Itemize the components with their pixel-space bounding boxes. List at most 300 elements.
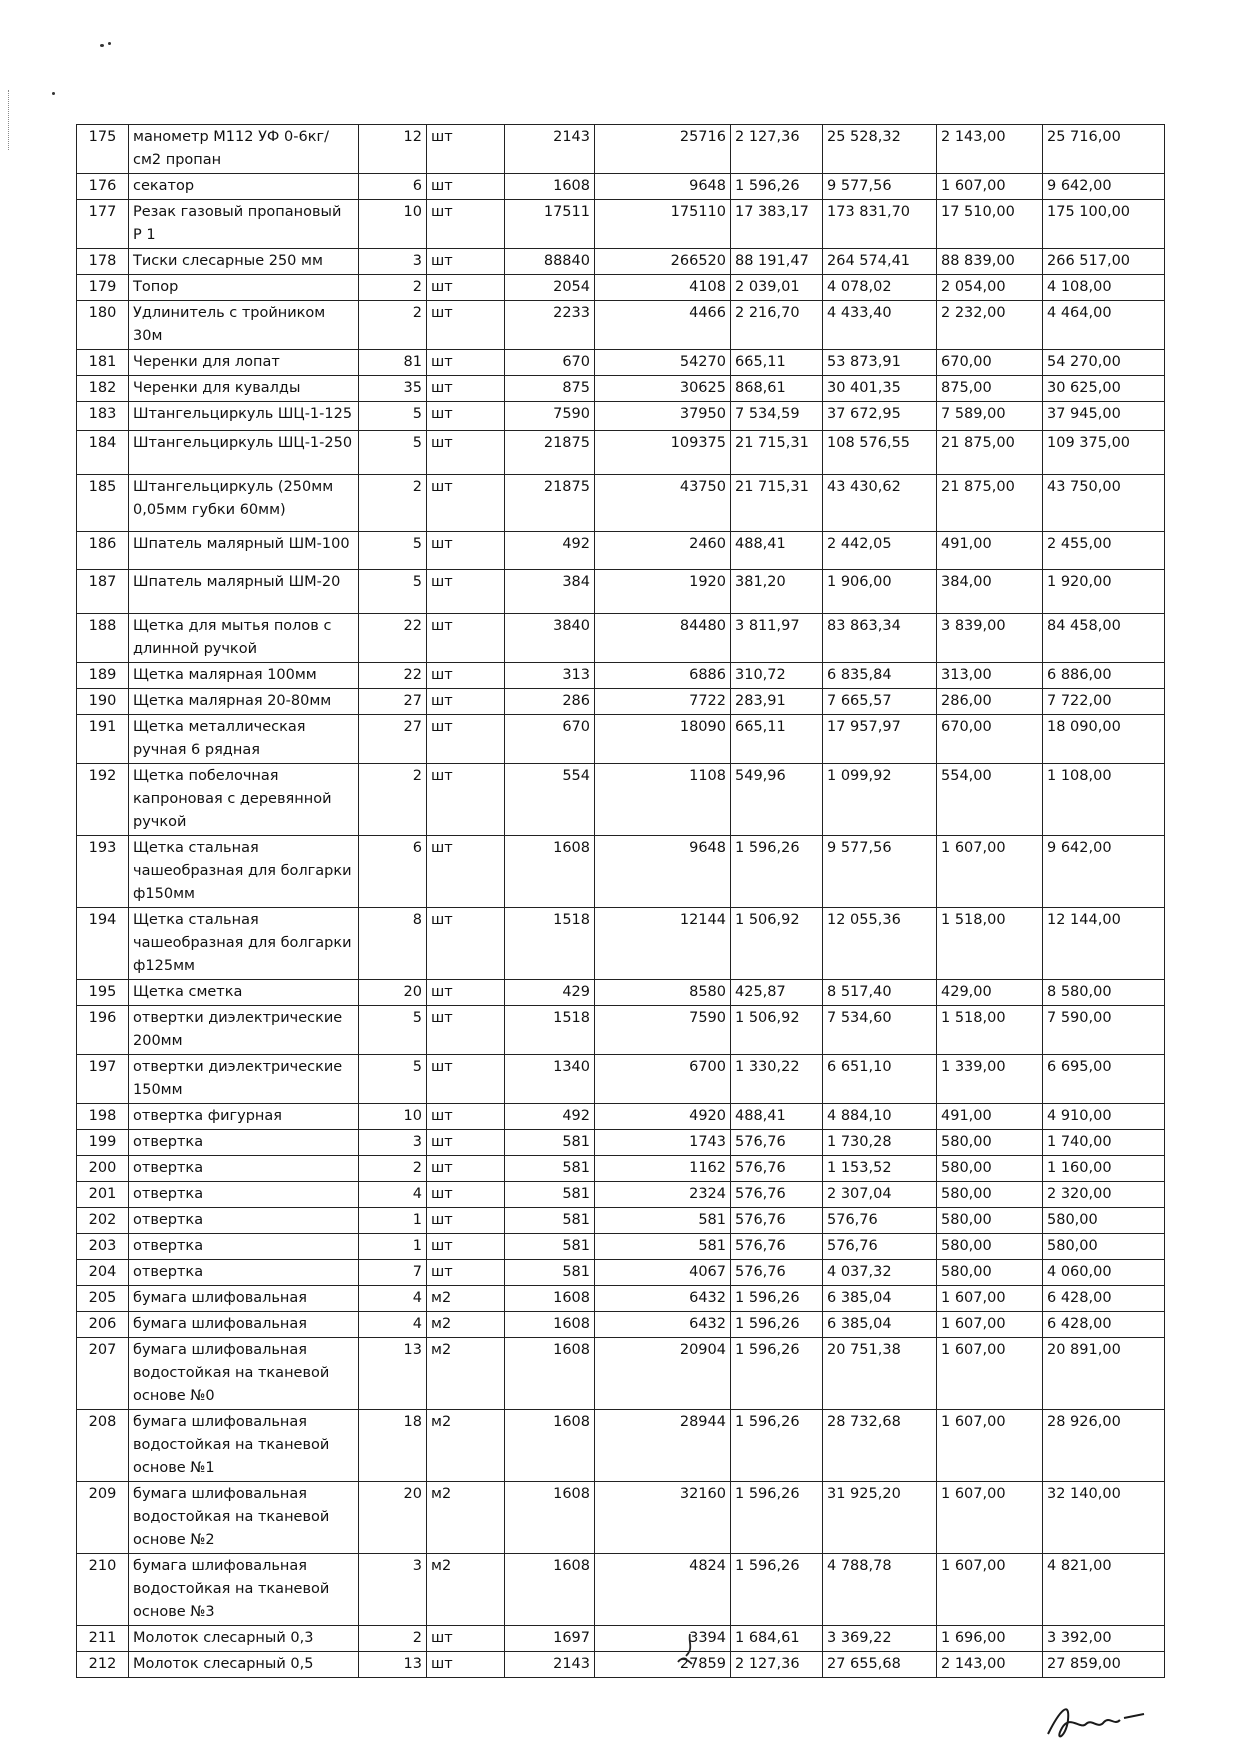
price-cell: 670: [505, 715, 595, 764]
quantity-cell: 20: [359, 980, 427, 1006]
sum-2-cell: 7 534,60: [823, 1006, 937, 1055]
price-cell: 1608: [505, 1312, 595, 1338]
sum-3-cell: 30 625,00: [1043, 376, 1165, 402]
price-2-cell: 21 715,31: [731, 475, 823, 532]
sum-3-cell: 37 945,00: [1043, 402, 1165, 431]
unit-cell: шт: [427, 1260, 505, 1286]
price-3-cell: 875,00: [937, 376, 1043, 402]
price-cell: 286: [505, 689, 595, 715]
sum-3-cell: 84 458,00: [1043, 614, 1165, 663]
sum-3-cell: 175 100,00: [1043, 200, 1165, 249]
quantity-cell: 7: [359, 1260, 427, 1286]
price-3-cell: 1 518,00: [937, 908, 1043, 980]
unit-cell: шт: [427, 402, 505, 431]
item-name-cell: Щетка металлическая ручная 6 рядная: [129, 715, 359, 764]
sum-3-cell: 6 428,00: [1043, 1312, 1165, 1338]
row-number-cell: 195: [77, 980, 129, 1006]
price-cell: 2143: [505, 125, 595, 174]
sum-3-cell: 9 642,00: [1043, 836, 1165, 908]
unit-cell: шт: [427, 980, 505, 1006]
sum-3-cell: 1 160,00: [1043, 1156, 1165, 1182]
sum-2-cell: 6 651,10: [823, 1055, 937, 1104]
unit-cell: м2: [427, 1312, 505, 1338]
table-row: [77, 1156, 1165, 1182]
quantity-cell: 20: [359, 1482, 427, 1554]
price-2-cell: 1 596,26: [731, 1410, 823, 1482]
row-number-cell: 191: [77, 715, 129, 764]
row-number-cell: 180: [77, 301, 129, 350]
price-cell: 1608: [505, 1554, 595, 1626]
sum-cell: 1743: [595, 1130, 731, 1156]
price-cell: 7590: [505, 402, 595, 431]
quantity-cell: 5: [359, 402, 427, 431]
price-cell: 2233: [505, 301, 595, 350]
item-name-cell: Резак газовый пропановый Р 1: [129, 200, 359, 249]
sum-cell: 175110: [595, 200, 731, 249]
quantity-cell: 18: [359, 1410, 427, 1482]
table-row: [77, 764, 1165, 836]
price-cell: 1608: [505, 174, 595, 200]
row-number-cell: 210: [77, 1554, 129, 1626]
price-2-cell: 665,11: [731, 350, 823, 376]
unit-cell: шт: [427, 1055, 505, 1104]
sum-3-cell: 12 144,00: [1043, 908, 1165, 980]
sum-3-cell: 4 821,00: [1043, 1554, 1165, 1626]
sum-cell: 9648: [595, 174, 731, 200]
price-2-cell: 576,76: [731, 1130, 823, 1156]
sum-2-cell: 2 442,05: [823, 532, 937, 570]
sum-2-cell: 6 385,04: [823, 1312, 937, 1338]
price-3-cell: 491,00: [937, 1104, 1043, 1130]
row-number-cell: 179: [77, 275, 129, 301]
row-number-cell: 202: [77, 1208, 129, 1234]
quantity-cell: 2: [359, 1626, 427, 1652]
item-name-cell: Молоток слесарный 0,5: [129, 1652, 359, 1678]
price-3-cell: 2 143,00: [937, 125, 1043, 174]
table-row: [77, 1006, 1165, 1055]
price-2-cell: 576,76: [731, 1182, 823, 1208]
row-number-cell: 176: [77, 174, 129, 200]
sum-2-cell: 4 788,78: [823, 1554, 937, 1626]
unit-cell: шт: [427, 715, 505, 764]
row-number-cell: 205: [77, 1286, 129, 1312]
sum-cell: 2324: [595, 1182, 731, 1208]
price-2-cell: 1 596,26: [731, 1312, 823, 1338]
sum-cell: 4067: [595, 1260, 731, 1286]
price-cell: 670: [505, 350, 595, 376]
quantity-cell: 6: [359, 174, 427, 200]
sum-2-cell: 37 672,95: [823, 402, 937, 431]
table-row: [77, 1260, 1165, 1286]
unit-cell: шт: [427, 200, 505, 249]
quantity-cell: 27: [359, 715, 427, 764]
price-2-cell: 1 596,26: [731, 1286, 823, 1312]
sum-3-cell: 7 590,00: [1043, 1006, 1165, 1055]
sum-2-cell: 173 831,70: [823, 200, 937, 249]
quantity-cell: 27: [359, 689, 427, 715]
sum-3-cell: 8 580,00: [1043, 980, 1165, 1006]
unit-cell: шт: [427, 614, 505, 663]
price-2-cell: 88 191,47: [731, 249, 823, 275]
price-3-cell: 1 607,00: [937, 174, 1043, 200]
sum-3-cell: 7 722,00: [1043, 689, 1165, 715]
price-3-cell: 1 607,00: [937, 1312, 1043, 1338]
table-row: [77, 1234, 1165, 1260]
sum-2-cell: 25 528,32: [823, 125, 937, 174]
item-name-cell: отвертка фигурная: [129, 1104, 359, 1130]
sum-cell: 54270: [595, 350, 731, 376]
price-2-cell: 1 596,26: [731, 836, 823, 908]
price-cell: 88840: [505, 249, 595, 275]
sum-cell: 1162: [595, 1156, 731, 1182]
row-number-cell: 193: [77, 836, 129, 908]
sum-cell: 20904: [595, 1338, 731, 1410]
sum-2-cell: 108 576,55: [823, 431, 937, 475]
quantity-cell: 13: [359, 1652, 427, 1678]
item-name-cell: бумага шлифовальная: [129, 1312, 359, 1338]
price-cell: 313: [505, 663, 595, 689]
table-row: [77, 689, 1165, 715]
item-name-cell: бумага шлифовальная: [129, 1286, 359, 1312]
table-row: [77, 1338, 1165, 1410]
sum-cell: 8580: [595, 980, 731, 1006]
sum-2-cell: 30 401,35: [823, 376, 937, 402]
quantity-cell: 2: [359, 301, 427, 350]
unit-cell: шт: [427, 836, 505, 908]
sum-3-cell: 6 886,00: [1043, 663, 1165, 689]
sum-3-cell: 4 060,00: [1043, 1260, 1165, 1286]
item-name-cell: Штангельциркуль (250мм 0,05мм губки 60мм): [129, 475, 359, 532]
price-cell: 2143: [505, 1652, 595, 1678]
sum-3-cell: 1 108,00: [1043, 764, 1165, 836]
unit-cell: шт: [427, 174, 505, 200]
price-3-cell: 554,00: [937, 764, 1043, 836]
row-number-cell: 212: [77, 1652, 129, 1678]
sum-2-cell: 2 307,04: [823, 1182, 937, 1208]
unit-cell: м2: [427, 1482, 505, 1554]
row-number-cell: 182: [77, 376, 129, 402]
item-name-cell: отвертки диэлектрические 150мм: [129, 1055, 359, 1104]
sum-2-cell: 53 873,91: [823, 350, 937, 376]
sum-2-cell: 28 732,68: [823, 1410, 937, 1482]
goods-table-body: [77, 125, 1165, 1678]
sum-cell: 12144: [595, 908, 731, 980]
price-cell: 1518: [505, 1006, 595, 1055]
row-number-cell: 190: [77, 689, 129, 715]
row-number-cell: 185: [77, 475, 129, 532]
sum-2-cell: 20 751,38: [823, 1338, 937, 1410]
unit-cell: шт: [427, 376, 505, 402]
price-3-cell: 1 607,00: [937, 1338, 1043, 1410]
quantity-cell: 12: [359, 125, 427, 174]
sum-cell: 18090: [595, 715, 731, 764]
unit-cell: шт: [427, 764, 505, 836]
quantity-cell: 13: [359, 1338, 427, 1410]
item-name-cell: бумага шлифовальная водостойкая на тканевой основе №1: [129, 1410, 359, 1482]
price-cell: 581: [505, 1234, 595, 1260]
sum-cell: 32160: [595, 1482, 731, 1554]
row-number-cell: 178: [77, 249, 129, 275]
price-2-cell: 7 534,59: [731, 402, 823, 431]
sum-cell: 4824: [595, 1554, 731, 1626]
price-cell: 1608: [505, 1286, 595, 1312]
sum-cell: 37950: [595, 402, 731, 431]
unit-cell: шт: [427, 249, 505, 275]
sum-cell: 2460: [595, 532, 731, 570]
unit-cell: м2: [427, 1554, 505, 1626]
quantity-cell: 1: [359, 1234, 427, 1260]
price-cell: 492: [505, 1104, 595, 1130]
quantity-cell: 4: [359, 1182, 427, 1208]
item-name-cell: Щетка сметка: [129, 980, 359, 1006]
row-number-cell: 197: [77, 1055, 129, 1104]
table-row: [77, 1286, 1165, 1312]
price-cell: 554: [505, 764, 595, 836]
price-cell: 581: [505, 1260, 595, 1286]
row-number-cell: 204: [77, 1260, 129, 1286]
price-2-cell: 1 330,22: [731, 1055, 823, 1104]
sum-cell: 581: [595, 1234, 731, 1260]
sum-2-cell: 83 863,34: [823, 614, 937, 663]
item-name-cell: Удлинитель с тройником 30м: [129, 301, 359, 350]
price-3-cell: 2 143,00: [937, 1652, 1043, 1678]
item-name-cell: Щетка для мытья полов с длинной ручкой: [129, 614, 359, 663]
quantity-cell: 3: [359, 1554, 427, 1626]
table-row: [77, 1182, 1165, 1208]
price-2-cell: 2 127,36: [731, 1652, 823, 1678]
price-3-cell: 491,00: [937, 532, 1043, 570]
sum-3-cell: 25 716,00: [1043, 125, 1165, 174]
sum-2-cell: 4 078,02: [823, 275, 937, 301]
price-2-cell: 1 506,92: [731, 908, 823, 980]
sum-cell: 266520: [595, 249, 731, 275]
sum-2-cell: 6 835,84: [823, 663, 937, 689]
sum-2-cell: 8 517,40: [823, 980, 937, 1006]
price-3-cell: 580,00: [937, 1260, 1043, 1286]
row-number-cell: 188: [77, 614, 129, 663]
sum-2-cell: 17 957,97: [823, 715, 937, 764]
quantity-cell: 2: [359, 475, 427, 532]
sum-2-cell: 27 655,68: [823, 1652, 937, 1678]
unit-cell: шт: [427, 350, 505, 376]
price-2-cell: 2 216,70: [731, 301, 823, 350]
scan-speck: [100, 44, 104, 47]
sum-3-cell: 109 375,00: [1043, 431, 1165, 475]
price-2-cell: 3 811,97: [731, 614, 823, 663]
sum-cell: 84480: [595, 614, 731, 663]
sum-3-cell: 20 891,00: [1043, 1338, 1165, 1410]
unit-cell: шт: [427, 1652, 505, 1678]
sum-3-cell: 28 926,00: [1043, 1410, 1165, 1482]
unit-cell: шт: [427, 301, 505, 350]
price-cell: 1608: [505, 1482, 595, 1554]
row-number-cell: 177: [77, 200, 129, 249]
price-3-cell: 670,00: [937, 350, 1043, 376]
row-number-cell: 201: [77, 1182, 129, 1208]
item-name-cell: Штангельциркуль ШЦ-1-250: [129, 431, 359, 475]
quantity-cell: 6: [359, 836, 427, 908]
quantity-cell: 10: [359, 200, 427, 249]
price-3-cell: 1 607,00: [937, 1554, 1043, 1626]
price-3-cell: 429,00: [937, 980, 1043, 1006]
quantity-cell: 5: [359, 1055, 427, 1104]
item-name-cell: Щетка малярная 100мм: [129, 663, 359, 689]
item-name-cell: Шпатель малярный ШМ-20: [129, 570, 359, 614]
row-number-cell: 181: [77, 350, 129, 376]
price-cell: 21875: [505, 431, 595, 475]
sum-cell: 25716: [595, 125, 731, 174]
price-cell: 581: [505, 1208, 595, 1234]
table-row: [77, 1410, 1165, 1482]
unit-cell: шт: [427, 1626, 505, 1652]
table-row: [77, 1055, 1165, 1104]
unit-cell: шт: [427, 1130, 505, 1156]
item-name-cell: бумага шлифовальная водостойкая на тканевой основе №0: [129, 1338, 359, 1410]
sum-cell: 4466: [595, 301, 731, 350]
row-number-cell: 194: [77, 908, 129, 980]
table-row: [77, 1626, 1165, 1652]
price-2-cell: 868,61: [731, 376, 823, 402]
row-number-cell: 196: [77, 1006, 129, 1055]
table-row: [77, 1312, 1165, 1338]
price-cell: 384: [505, 570, 595, 614]
price-2-cell: 665,11: [731, 715, 823, 764]
sum-2-cell: 31 925,20: [823, 1482, 937, 1554]
price-2-cell: 488,41: [731, 1104, 823, 1130]
table-row: [77, 715, 1165, 764]
sum-cell: 28944: [595, 1410, 731, 1482]
row-number-cell: 189: [77, 663, 129, 689]
scan-edge-dots: [8, 90, 11, 150]
price-3-cell: 21 875,00: [937, 431, 1043, 475]
item-name-cell: отвертка: [129, 1130, 359, 1156]
unit-cell: шт: [427, 689, 505, 715]
sum-cell: 6432: [595, 1312, 731, 1338]
sum-cell: 4108: [595, 275, 731, 301]
item-name-cell: Щетка малярная 20-80мм: [129, 689, 359, 715]
table-row: [77, 980, 1165, 1006]
quantity-cell: 10: [359, 1104, 427, 1130]
price-3-cell: 313,00: [937, 663, 1043, 689]
quantity-cell: 2: [359, 275, 427, 301]
row-number-cell: 175: [77, 125, 129, 174]
item-name-cell: Щетка побелочная капроновая с деревянной ручкой: [129, 764, 359, 836]
price-3-cell: 2 232,00: [937, 301, 1043, 350]
quantity-cell: 81: [359, 350, 427, 376]
item-name-cell: секатор: [129, 174, 359, 200]
sum-3-cell: 2 320,00: [1043, 1182, 1165, 1208]
unit-cell: шт: [427, 1182, 505, 1208]
table-row: [77, 431, 1165, 475]
unit-cell: шт: [427, 1234, 505, 1260]
row-number-cell: 207: [77, 1338, 129, 1410]
quantity-cell: 35: [359, 376, 427, 402]
price-2-cell: 1 596,26: [731, 1338, 823, 1410]
sum-2-cell: 9 577,56: [823, 174, 937, 200]
price-2-cell: 381,20: [731, 570, 823, 614]
sum-2-cell: 1 730,28: [823, 1130, 937, 1156]
row-number-cell: 187: [77, 570, 129, 614]
sum-3-cell: 6 695,00: [1043, 1055, 1165, 1104]
sum-cell: 30625: [595, 376, 731, 402]
price-3-cell: 580,00: [937, 1234, 1043, 1260]
sum-3-cell: 266 517,00: [1043, 249, 1165, 275]
quantity-cell: 2: [359, 764, 427, 836]
sum-2-cell: 576,76: [823, 1208, 937, 1234]
price-2-cell: 1 596,26: [731, 174, 823, 200]
price-2-cell: 576,76: [731, 1156, 823, 1182]
sum-3-cell: 1 740,00: [1043, 1130, 1165, 1156]
unit-cell: шт: [427, 1208, 505, 1234]
price-cell: 581: [505, 1130, 595, 1156]
sum-3-cell: 9 642,00: [1043, 174, 1165, 200]
table-row: [77, 1652, 1165, 1678]
sum-2-cell: 43 430,62: [823, 475, 937, 532]
row-number-cell: 208: [77, 1410, 129, 1482]
price-cell: 2054: [505, 275, 595, 301]
row-number-cell: 192: [77, 764, 129, 836]
table-row: [77, 1130, 1165, 1156]
row-number-cell: 198: [77, 1104, 129, 1130]
row-number-cell: 209: [77, 1482, 129, 1554]
price-2-cell: 425,87: [731, 980, 823, 1006]
item-name-cell: Черенки для кувалды: [129, 376, 359, 402]
sum-3-cell: 1 920,00: [1043, 570, 1165, 614]
sum-2-cell: 3 369,22: [823, 1626, 937, 1652]
goods-table: [76, 124, 1165, 1678]
item-name-cell: отвертка: [129, 1260, 359, 1286]
item-name-cell: отвертка: [129, 1234, 359, 1260]
price-3-cell: 2 054,00: [937, 275, 1043, 301]
row-number-cell: 206: [77, 1312, 129, 1338]
row-number-cell: 200: [77, 1156, 129, 1182]
sum-3-cell: 18 090,00: [1043, 715, 1165, 764]
price-3-cell: 21 875,00: [937, 475, 1043, 532]
price-3-cell: 580,00: [937, 1182, 1043, 1208]
item-name-cell: бумага шлифовальная водостойкая на тканевой основе №2: [129, 1482, 359, 1554]
item-name-cell: Молоток слесарный 0,3: [129, 1626, 359, 1652]
table-row: [77, 301, 1165, 350]
price-2-cell: 2 039,01: [731, 275, 823, 301]
price-cell: 581: [505, 1182, 595, 1208]
price-2-cell: 549,96: [731, 764, 823, 836]
sum-cell: 6886: [595, 663, 731, 689]
sum-2-cell: 4 884,10: [823, 1104, 937, 1130]
row-number-cell: 203: [77, 1234, 129, 1260]
unit-cell: шт: [427, 1104, 505, 1130]
quantity-cell: 3: [359, 249, 427, 275]
sum-3-cell: 27 859,00: [1043, 1652, 1165, 1678]
item-name-cell: Штангельциркуль ШЦ-1-125: [129, 402, 359, 431]
sum-cell: 3394: [595, 1626, 731, 1652]
row-number-cell: 199: [77, 1130, 129, 1156]
sum-2-cell: 1 153,52: [823, 1156, 937, 1182]
price-2-cell: 1 684,61: [731, 1626, 823, 1652]
table-row: [77, 125, 1165, 174]
price-cell: 1697: [505, 1626, 595, 1652]
table-row: [77, 174, 1165, 200]
sum-2-cell: 12 055,36: [823, 908, 937, 980]
sum-cell: 6700: [595, 1055, 731, 1104]
sum-2-cell: 7 665,57: [823, 689, 937, 715]
quantity-cell: 1: [359, 1208, 427, 1234]
quantity-cell: 8: [359, 908, 427, 980]
unit-cell: шт: [427, 431, 505, 475]
sum-cell: 1108: [595, 764, 731, 836]
unit-cell: шт: [427, 908, 505, 980]
sum-2-cell: 4 037,32: [823, 1260, 937, 1286]
row-number-cell: 184: [77, 431, 129, 475]
